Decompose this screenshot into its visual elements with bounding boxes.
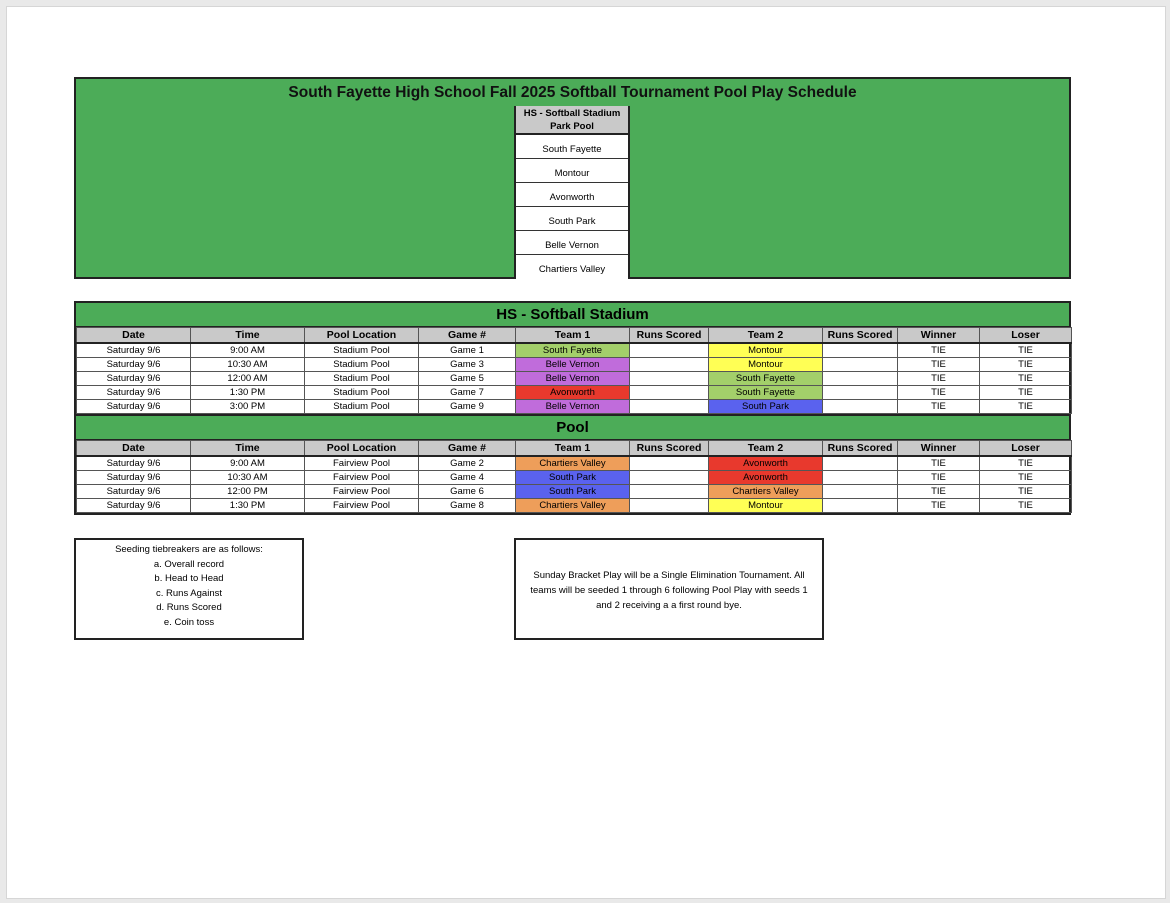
- cell-game: Game 8: [419, 499, 516, 513]
- cell-team1: Belle Vernon: [516, 372, 630, 386]
- cell-team2: South Fayette: [709, 372, 823, 386]
- table-header-row: [77, 441, 1072, 457]
- table-row: [77, 485, 1072, 499]
- tiebreaker-item: a. Overall record: [153, 558, 225, 570]
- stadium-table: [76, 327, 1072, 414]
- column-header: Team 1: [516, 328, 630, 344]
- cell-team1: South Park: [516, 471, 630, 485]
- tiebreaker-item: e. Coin toss: [163, 616, 215, 628]
- cell-team1: Belle Vernon: [516, 358, 630, 372]
- cell-date: Saturday 9/6: [77, 358, 191, 372]
- cell-date: Saturday 9/6: [77, 372, 191, 386]
- cell-location: Stadium Pool: [305, 358, 419, 372]
- cell-team2: Chartiers Valley: [709, 485, 823, 499]
- column-header: Time: [191, 328, 305, 344]
- cell-location: Stadium Pool: [305, 372, 419, 386]
- cell-team2: Montour: [709, 343, 823, 358]
- pool-team: Chartiers Valley: [516, 255, 628, 279]
- cell-location: Fairview Pool: [305, 499, 419, 513]
- cell-game: Game 9: [419, 400, 516, 414]
- cell-team1: Avonworth: [516, 386, 630, 400]
- cell-date: Saturday 9/6: [77, 485, 191, 499]
- cell-loser: TIE: [980, 400, 1072, 414]
- tiebreaker-item: d. Runs Scored: [156, 602, 222, 613]
- cell-runs2: [823, 358, 898, 372]
- cell-team1: South Park: [516, 485, 630, 499]
- column-header: Pool Location: [305, 441, 419, 457]
- cell-game: Game 4: [419, 471, 516, 485]
- table-row: [77, 358, 1072, 372]
- column-header: Loser: [980, 441, 1072, 457]
- cell-team2: Montour: [709, 499, 823, 513]
- cell-runs2: [823, 343, 898, 358]
- table-row: [77, 456, 1072, 471]
- cell-runs1: [630, 343, 709, 358]
- bracket-note-box: [514, 538, 824, 640]
- cell-location: Stadium Pool: [305, 400, 419, 414]
- cell-winner: TIE: [898, 358, 980, 372]
- cell-time: 1:30 PM: [191, 499, 305, 513]
- cell-team2: Montour: [709, 358, 823, 372]
- cell-winner: TIE: [898, 343, 980, 358]
- cell-runs2: [823, 471, 898, 485]
- cell-runs2: [823, 386, 898, 400]
- cell-winner: TIE: [898, 456, 980, 471]
- bracket-note: Sunday Bracket Play will be a Single Elimination Tournament. All teams will be seeded 1 through 6 following Pool Play with seeds 1 and 2 receiving a a first round bye.: [530, 570, 808, 611]
- cell-team2: South Park: [709, 400, 823, 414]
- cell-time: 3:00 PM: [191, 400, 305, 414]
- cell-winner: TIE: [898, 372, 980, 386]
- cell-time: 12:00 AM: [191, 372, 305, 386]
- pool-header: [516, 106, 628, 135]
- cell-time: 10:30 AM: [191, 471, 305, 485]
- tiebreaker-item: c. Runs Against: [155, 587, 222, 599]
- cell-winner: TIE: [898, 471, 980, 485]
- cell-time: 10:30 AM: [191, 358, 305, 372]
- pool-header-label: HS - Softball Stadium Park Pool: [523, 108, 621, 132]
- column-header: Team 1: [516, 441, 630, 457]
- stadium-section-title: HS - Softball Stadium: [76, 303, 1069, 327]
- cell-winner: TIE: [898, 400, 980, 414]
- column-header: Winner: [898, 328, 980, 344]
- cell-date: Saturday 9/6: [77, 499, 191, 513]
- table-row: [77, 372, 1072, 386]
- cell-loser: TIE: [980, 456, 1072, 471]
- column-header: Game #: [419, 328, 516, 344]
- cell-location: Fairview Pool: [305, 485, 419, 499]
- column-header: Runs Scored: [823, 328, 898, 344]
- cell-loser: TIE: [980, 343, 1072, 358]
- cell-runs1: [630, 358, 709, 372]
- cell-loser: TIE: [980, 372, 1072, 386]
- pool-table: [76, 440, 1072, 513]
- column-header: Date: [77, 441, 191, 457]
- cell-loser: TIE: [980, 358, 1072, 372]
- cell-team2: South Fayette: [709, 386, 823, 400]
- cell-runs1: [630, 485, 709, 499]
- cell-date: Saturday 9/6: [77, 400, 191, 414]
- column-header: Runs Scored: [630, 441, 709, 457]
- cell-team1: Chartiers Valley: [516, 456, 630, 471]
- cell-runs1: [630, 499, 709, 513]
- cell-runs2: [823, 499, 898, 513]
- column-header: Runs Scored: [823, 441, 898, 457]
- cell-runs2: [823, 400, 898, 414]
- pool-team: Montour: [516, 159, 628, 183]
- cell-location: Fairview Pool: [305, 456, 419, 471]
- cell-team1: South Fayette: [516, 343, 630, 358]
- cell-game: Game 1: [419, 343, 516, 358]
- cell-runs1: [630, 471, 709, 485]
- table-row: [77, 400, 1072, 414]
- cell-loser: TIE: [980, 471, 1072, 485]
- cell-team2: Avonworth: [709, 471, 823, 485]
- cell-loser: TIE: [980, 386, 1072, 400]
- cell-runs1: [630, 372, 709, 386]
- column-header: Game #: [419, 441, 516, 457]
- pool-team: South Park: [516, 207, 628, 231]
- cell-date: Saturday 9/6: [77, 343, 191, 358]
- cell-winner: TIE: [898, 499, 980, 513]
- pool-team: South Fayette: [516, 135, 628, 159]
- table-row: [77, 471, 1072, 485]
- table-row: [77, 499, 1072, 513]
- cell-date: Saturday 9/6: [77, 471, 191, 485]
- cell-loser: TIE: [980, 485, 1072, 499]
- table-row: [77, 343, 1072, 358]
- cell-team1: Chartiers Valley: [516, 499, 630, 513]
- tiebreaker-item: b. Head to Head: [154, 573, 224, 584]
- schedule-table: [74, 301, 1071, 515]
- cell-runs2: [823, 485, 898, 499]
- column-header: Time: [191, 441, 305, 457]
- cell-team1: Belle Vernon: [516, 400, 630, 414]
- pool-team: Avonworth: [516, 183, 628, 207]
- cell-game: Game 3: [419, 358, 516, 372]
- table-header-row: [77, 328, 1072, 344]
- cell-date: Saturday 9/6: [77, 386, 191, 400]
- column-header: Winner: [898, 441, 980, 457]
- column-header: Pool Location: [305, 328, 419, 344]
- cell-winner: TIE: [898, 485, 980, 499]
- cell-time: 12:00 PM: [191, 485, 305, 499]
- cell-game: Game 7: [419, 386, 516, 400]
- cell-location: Stadium Pool: [305, 386, 419, 400]
- cell-runs2: [823, 456, 898, 471]
- column-header: Loser: [980, 328, 1072, 344]
- pool-section-title: Pool: [76, 414, 1069, 440]
- pool-team: Belle Vernon: [516, 231, 628, 255]
- cell-runs1: [630, 386, 709, 400]
- pool-team-list: [514, 106, 630, 279]
- cell-runs1: [630, 400, 709, 414]
- column-header: Runs Scored: [630, 328, 709, 344]
- cell-loser: TIE: [980, 499, 1072, 513]
- cell-location: Fairview Pool: [305, 471, 419, 485]
- tiebreakers-box: [74, 538, 304, 640]
- cell-runs2: [823, 372, 898, 386]
- cell-runs1: [630, 456, 709, 471]
- cell-time: 9:00 AM: [191, 456, 305, 471]
- table-row: [77, 386, 1072, 400]
- column-header: Team 2: [709, 441, 823, 457]
- column-header: Date: [77, 328, 191, 344]
- cell-time: 9:00 AM: [191, 343, 305, 358]
- cell-time: 1:30 PM: [191, 386, 305, 400]
- cell-team2: Avonworth: [709, 456, 823, 471]
- cell-game: Game 5: [419, 372, 516, 386]
- column-header: Team 2: [709, 328, 823, 344]
- cell-date: Saturday 9/6: [77, 456, 191, 471]
- cell-location: Stadium Pool: [305, 343, 419, 358]
- schedule-title: South Fayette High School Fall 2025 Softball Tournament Pool Play Schedule: [74, 77, 1071, 108]
- cell-winner: TIE: [898, 386, 980, 400]
- cell-game: Game 6: [419, 485, 516, 499]
- cell-game: Game 2: [419, 456, 516, 471]
- tiebreakers-heading: Seeding tiebreakers are as follows:: [115, 544, 263, 555]
